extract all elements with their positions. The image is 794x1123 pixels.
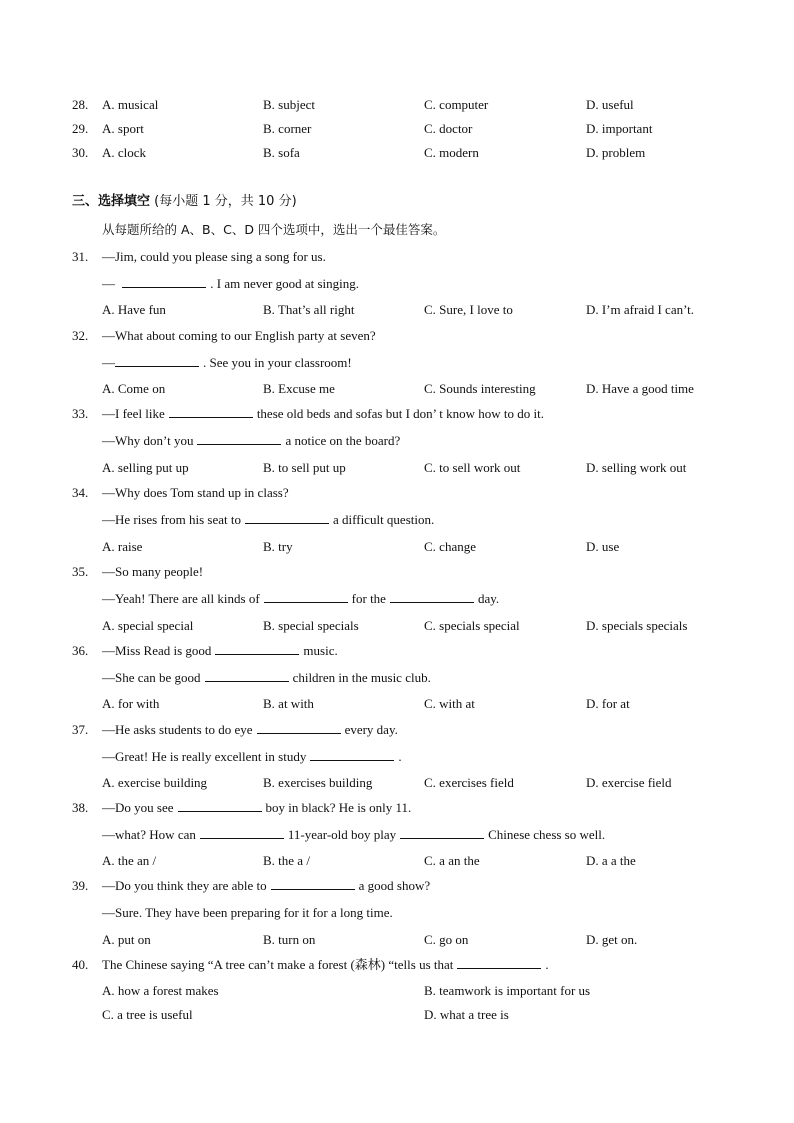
option-c: C. with at [424,696,475,711]
option-a: A. the an / [102,853,157,868]
section-title-line [72,193,297,211]
option-c: C. doctor [424,121,473,136]
option-d: D. for at [586,696,630,711]
section-instruction-row [0,221,794,239]
q31-options [0,301,794,319]
q40-options-row2 [0,1006,794,1024]
option-b: B. Excuse me [263,381,335,396]
q36-line2 [0,669,794,687]
q32-line1 [0,327,794,345]
option-d: D. important [586,121,653,136]
option-b: B. special specials [263,618,359,633]
q32-options [0,380,794,398]
option-b: B. at with [263,696,314,711]
stem-text: —He asks students to do eye [102,722,253,737]
option-d: D. specials specials [586,618,688,633]
q37-line2 [0,748,794,766]
question-number: 29. [72,121,89,136]
question-30 [0,144,794,162]
stem-text: music. [303,643,338,658]
stem-text: a good show? [358,878,431,893]
question-number: 38. [72,800,89,815]
option-b: B. exercises building [263,775,373,790]
option-b: B. subject [263,97,315,112]
stem-text: —Miss Read is good [102,643,212,658]
answer-blank [400,826,484,839]
stem-text: . I am never good at singing. [210,276,359,291]
option-b: B. try [263,539,293,554]
stem-text: —Yeah! There are all kinds of [102,591,260,606]
section-header [0,193,794,211]
q37-options [0,774,794,792]
question-number: 31. [72,249,89,264]
option-d: D. useful [586,97,634,112]
q35-options [0,617,794,635]
question-29 [0,120,794,138]
question-stem [102,642,338,660]
option-c: C. exercises field [424,775,514,790]
question-response [102,432,400,450]
q36-line1 [0,642,794,660]
option-a: A. musical [102,97,159,112]
question-stem: —What about coming to our English party at seven? [102,328,376,343]
stem-text: Chinese chess so well. [488,827,606,842]
stem-text: day. [477,591,500,606]
answer-blank [200,826,284,839]
stem-text: a difficult question. [333,512,435,527]
q31-line1 [0,248,794,266]
option-d: D. get on. [586,932,638,947]
answer-blank [215,642,299,655]
option-a: A. exercise building [102,775,208,790]
answer-blank [457,956,541,969]
option-c: C. specials special [424,618,520,633]
option-a: A. put on [102,932,151,947]
option-d: D. what a tree is [424,1007,509,1022]
question-response [102,511,434,529]
stem-text: —Why don’t you [102,433,194,448]
question-stem [102,799,411,817]
section-score: (每小题 1 分，共 10 分) [154,194,297,209]
option-c: C. go on [424,932,469,947]
question-number: 40. [72,957,89,972]
question-response [102,354,352,372]
option-b: B. sofa [263,145,300,160]
option-a: A. Come on [102,381,166,396]
question-28 [0,96,794,114]
stem-text: for the [351,591,386,606]
option-c: C. Sure, I love to [424,302,513,317]
q39-line1 [0,877,794,895]
section-instruction: 从每题所给的 A、B、C、D 四个选项中，选出一个最佳答案。 [102,222,446,237]
stem-text: — [102,276,115,291]
q32-line2 [0,354,794,372]
question-response [102,669,431,687]
option-b: B. teamwork is important for us [424,983,591,998]
question-response [102,590,499,608]
question-number: 39. [72,878,89,893]
question-number: 33. [72,406,89,421]
answer-blank [178,799,262,812]
q39-options [0,931,794,949]
stem-text: —Do you think they are able to [102,878,267,893]
question-response [102,275,359,293]
stem-text: . [545,957,549,972]
option-a: A. how a forest makes [102,983,219,998]
option-c: C. modern [424,145,479,160]
option-d: D. use [586,539,620,554]
q34-line2 [0,511,794,529]
question-stem: —Why does Tom stand up in class? [102,485,289,500]
option-a: A. Have fun [102,302,166,317]
question-number: 34. [72,485,89,500]
question-number: 36. [72,643,89,658]
stem-text: boy in black? He is only 11. [265,800,412,815]
answer-blank [271,877,355,890]
answer-blank [197,432,281,445]
question-response: —Sure. They have been preparing for it for a long time. [102,905,393,920]
question-number: 28. [72,97,89,112]
stem-text: a notice on the board? [285,433,401,448]
stem-text: children in the music club. [292,670,431,685]
question-stem [102,721,398,739]
option-a: A. for with [102,696,160,711]
option-b: B. to sell put up [263,460,346,475]
stem-text: —I feel like [102,406,165,421]
answer-blank [390,590,474,603]
q31-line2 [0,275,794,293]
answer-blank [257,721,341,734]
option-d: D. problem [586,145,646,160]
answer-blank [205,669,289,682]
option-a: A. sport [102,121,144,136]
stem-text: —He rises from his seat to [102,512,242,527]
answer-blank [264,590,348,603]
q40-line1 [0,956,794,974]
option-c: C. to sell work out [424,460,521,475]
question-number: 30. [72,145,89,160]
q33-options [0,459,794,477]
answer-blank [169,405,253,418]
answer-blank [115,354,199,367]
option-a: A. raise [102,539,143,554]
option-c: C. Sounds interesting [424,381,536,396]
q40-options-row1 [0,982,794,1000]
stem-text: —Great! He is really excellent in study [102,749,307,764]
option-d: D. Have a good time [586,381,694,396]
stem-text: . [398,749,402,764]
question-stem: —Jim, could you please sing a song for us. [102,249,326,264]
option-d: D. selling work out [586,460,687,475]
q36-options [0,695,794,713]
option-a: A. clock [102,145,147,160]
question-response [102,748,402,766]
stem-text: —She can be good [102,670,201,685]
option-c: C. a tree is useful [102,1007,193,1022]
stem-text: — [102,355,115,370]
stem-text: —Do you see [102,800,174,815]
option-b: B. That’s all right [263,302,355,317]
q35-line1 [0,563,794,581]
q34-options [0,538,794,556]
option-d: D. I’m afraid I can’t. [586,302,695,317]
stem-text: every day. [344,722,398,737]
option-b: B. the a / [263,853,310,868]
option-d: D. a a the [586,853,636,868]
q33-line2 [0,432,794,450]
q37-line1 [0,721,794,739]
stem-text: —what? How can [102,827,196,842]
q38-line2 [0,826,794,844]
question-stem [102,956,549,974]
question-number: 37. [72,722,89,737]
question-number: 35. [72,564,89,579]
q33-line1 [0,405,794,423]
option-a: A. selling put up [102,460,189,475]
q35-line2 [0,590,794,608]
q34-line1 [0,484,794,502]
question-response [102,826,605,844]
answer-blank [245,511,329,524]
answer-blank [310,748,394,761]
q38-options [0,852,794,870]
q39-line2 [0,904,794,922]
stem-text: . See you in your classroom! [203,355,352,370]
option-b: B. turn on [263,932,316,947]
question-stem [102,877,430,895]
question-number: 32. [72,328,89,343]
option-d: D. exercise field [586,775,672,790]
question-stem: —So many people! [102,564,204,579]
option-c: C. change [424,539,476,554]
option-c: C. a an the [424,853,480,868]
q38-line1 [0,799,794,817]
question-stem [102,405,544,423]
stem-text: 11-year-old boy play [287,827,397,842]
stem-text: The Chinese saying “A tree can’t make a forest (森林) “tells us that [102,957,454,972]
option-a: A. special special [102,618,194,633]
section-title: 三、选择填空 [72,194,151,209]
answer-blank [122,275,206,288]
option-b: B. corner [263,121,312,136]
option-c: C. computer [424,97,489,112]
stem-text: these old beds and sofas but I don’ t know how to do it. [256,406,544,421]
